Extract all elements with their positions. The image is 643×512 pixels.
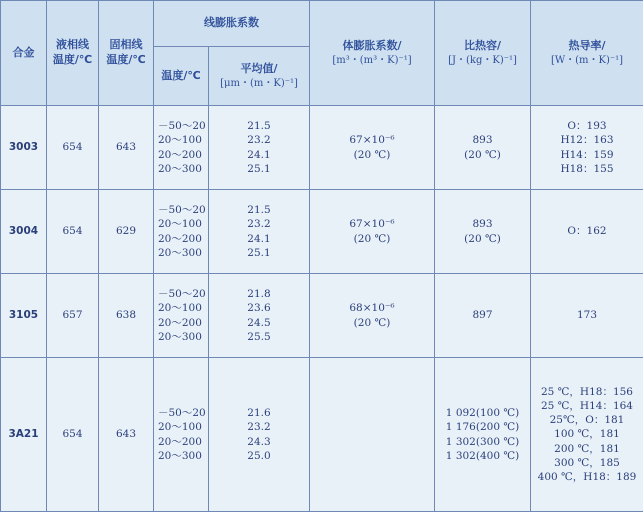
volume-expansion-cell: 67×10⁻⁶ (20 ℃): [310, 106, 435, 190]
table-row: [1, 274, 643, 358]
solidus-cell: 638: [99, 274, 154, 358]
volume-expansion-cell: 68×10⁻⁶ (20 ℃): [310, 274, 435, 358]
header-volume-expansion: 体膨胀系数/ [m³・(m³・K)⁻¹]: [310, 1, 435, 106]
header-alloy: 合金: [1, 1, 47, 106]
table-row: [1, 106, 643, 190]
solidus-cell: 643: [99, 106, 154, 190]
temp-range-cell: －50～20 20～100 20～200 20～300: [154, 358, 209, 512]
temp-range-cell: －50～20 20～100 20～200 20～300: [154, 274, 209, 358]
conductivity-cell: O：162: [531, 190, 643, 274]
header-thermal-conductivity: 热导率/ [W・(m・K)⁻¹]: [531, 1, 643, 106]
alloy-cell: 3004: [1, 190, 47, 274]
avg-value-cell: 21.6 23.2 24.3 25.0: [209, 358, 310, 512]
specific-heat-cell: 897: [435, 274, 531, 358]
table-row: [1, 358, 643, 512]
liquidus-cell: 654: [47, 358, 99, 512]
conductivity-cell: 173: [531, 274, 643, 358]
temp-range-cell: －50～20 20～100 20～200 20～300: [154, 106, 209, 190]
header-specific-heat: 比热容/ [J・(kg・K)⁻¹]: [435, 1, 531, 106]
liquidus-cell: 654: [47, 190, 99, 274]
solidus-cell: 629: [99, 190, 154, 274]
alloy-cell: 3003: [1, 106, 47, 190]
liquidus-cell: 654: [47, 106, 99, 190]
specific-heat-cell: 1 092(100 ℃) 1 176(200 ℃) 1 302(300 ℃) 1 302(400 ℃): [435, 358, 531, 512]
alloy-cell: 3105: [1, 274, 47, 358]
liquidus-cell: 657: [47, 274, 99, 358]
conductivity-cell: 25 ℃，H18：156 25 ℃，H14：164 25℃，O：181 100 ℃，181 200 ℃，181 300 ℃，185 400 ℃，H18：189: [531, 358, 643, 512]
specific-heat-cell: 893 (20 ℃): [435, 190, 531, 274]
alloy-cell: 3A21: [1, 358, 47, 512]
header-liquidus: 液相线 温度/℃: [47, 1, 99, 106]
avg-value-cell: 21.5 23.2 24.1 25.1: [209, 106, 310, 190]
header-linear-expansion: 线膨胀系数: [154, 1, 310, 47]
volume-expansion-cell: 67×10⁻⁶ (20 ℃): [310, 190, 435, 274]
volume-expansion-cell: [310, 358, 435, 512]
table-row: [1, 190, 643, 274]
temp-range-cell: －50～20 20～100 20～200 20～300: [154, 190, 209, 274]
solidus-cell: 643: [99, 358, 154, 512]
conductivity-cell: O：193 H12：163 H14：159 H18：155: [531, 106, 643, 190]
avg-value-cell: 21.8 23.6 24.5 25.5: [209, 274, 310, 358]
header-solidus: 固相线 温度/℃: [99, 1, 154, 106]
header-avg-value: 平均值/ [μm・(m・K)⁻¹]: [209, 47, 310, 106]
specific-heat-cell: 893 (20 ℃): [435, 106, 531, 190]
avg-value-cell: 21.5 23.2 24.1 25.1: [209, 190, 310, 274]
header-temp-range: 温度/℃: [154, 47, 209, 106]
